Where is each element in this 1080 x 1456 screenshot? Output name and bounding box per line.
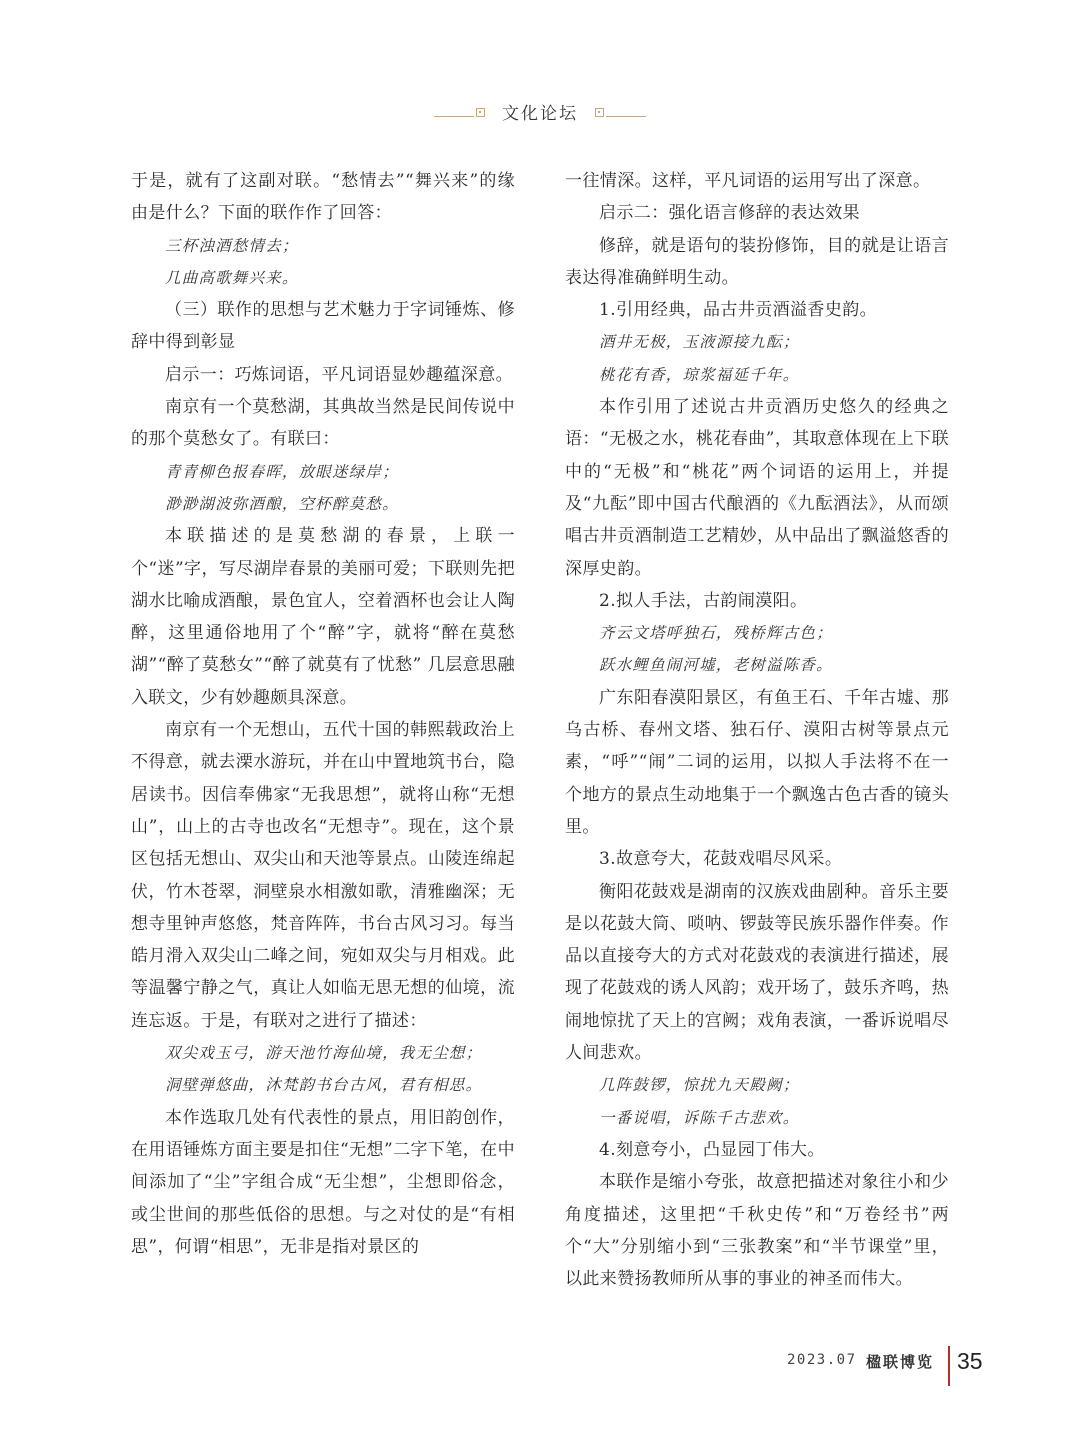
paragraph: 广东阳春漠阳景区，有鱼王石、千年古墟、那乌古桥、春州文塔、独石仔、漠阳古树等景点元素，“呼”“闹”二词的运用，以拟人手法将不在一个地方的景点生动地集于一个飘逸古色古香的镜头里。 bbox=[565, 687, 949, 837]
couplet-line: 一番说唱，诉陈千古悲欢。 bbox=[599, 1108, 800, 1127]
couplet-line: 几曲高歌舞兴来。 bbox=[165, 268, 299, 287]
couplet-line: 青青柳色报春晖，放眼迷绿岸； bbox=[165, 462, 399, 481]
section-title: 文化论坛 bbox=[502, 104, 578, 124]
couplet-line: 齐云文塔呼独石，残桥辉古色； bbox=[599, 624, 833, 643]
paragraph: 本联描述的是莫愁湖的春景，上联一个“迷”字，写尽湖岸春景的美丽可爱；下联则先把湖水比喻成酒酿，景色宜人，空着酒杯也会让人陶醉，这里通俗地用了个“醉”字，就将“醉在莫愁湖”“醉了莫愁女”“醉了就莫有了忧愁” 几层意思融入联文，少有妙趣颇具深意。 bbox=[131, 526, 515, 708]
couplet-line: 酒井无极，玉液源接九酝； bbox=[599, 333, 800, 352]
paragraph: 本作选取几处有代表性的景点，用旧韵创作，在用语锤炼方面主要是扣住“无想”二字下笔，在中间添加了“尘”字组合成“无尘想”，尘想即俗念，或尘世间的那些低俗的思想。与之对仗的是“有相思”，何谓“相思”，无非是指对景区的 bbox=[131, 1107, 515, 1257]
paragraph: 本作引用了述说古井贡酒历史悠久的经典之语：“无极之水，桃花春曲”，其取意体现在上下联中的“无极”和“桃花”两个词语的运用上，并提及“九酝”即中国古代酿酒的《九酝酒法》，从而颂唱古井贡酒制造工艺精妙，从中品出了飘溢悠香的深厚史韵。 bbox=[565, 397, 949, 579]
paragraph-continued: 于是，就有了这副对联。“愁情去”“舞兴来”的缘由是什么？下面的联作作了回答： bbox=[131, 171, 515, 224]
couplet-line: 双尖戏玉弓，游天池竹海仙境，我无尘想； bbox=[165, 1044, 483, 1063]
paragraph: 修辞，就是语句的装扮修饰，目的就是让语言表达得准确鲜明生动。 bbox=[565, 235, 949, 288]
issue-date: 2023.07 bbox=[787, 1352, 857, 1368]
paragraph: 南京有一个无想山，五代十国的韩熙载政治上不得意，就去溧水游玩，并在山中置地筑书台，隐居读书。因信奉佛家“无我思想”，就将山称“无想山”，山上的古寺也改名“无想寺”。现在，这个景区包括无想山、双尖山和天池等景点。山陵连绵起伏，竹木苍翠，洞壁泉水相激如歌，清雅幽深；无想寺里钟声悠悠，梵音阵阵，书台古风习习。每当皓月滑入双尖山二峰之间，宛如双尖与月相戏。此等温馨宁静之气，真让人如临无思无想的仙境，流连忘返。于是，有联对之进行了描述： bbox=[131, 720, 515, 1031]
paragraph: 4.刻意夸小，凸显园丁伟大。 bbox=[599, 1139, 825, 1160]
header-rule-right bbox=[606, 116, 646, 117]
couplet-line: 跃水鲤鱼闹河墟，老树溢陈香。 bbox=[599, 656, 833, 675]
couplet-line: 桃花有香，琼浆福延千年。 bbox=[599, 365, 800, 384]
couplet-line: 渺渺湖波弥酒酿，空杯醉莫愁。 bbox=[165, 494, 399, 513]
paragraph: 启示二：强化语言修辞的表达效果 bbox=[599, 203, 860, 224]
paragraph: 1.引用经典，品古井贡酒溢香史韵。 bbox=[599, 300, 878, 321]
footer-divider bbox=[948, 1346, 950, 1386]
paragraph: 衡阳花鼓戏是湖南的汉族戏曲剧种。音乐主要是以花鼓大筒、唢呐、锣鼓等民族乐器作伴奏。作品以直接夸大的方式对花鼓戏的表演进行描述，展现了花鼓戏的诱人风韵；戏开场了，鼓乐齐鸣，热闹地惊扰了天上的宫阙；戏角表演，一番诉说唱尽人间悲欢。 bbox=[565, 881, 949, 1064]
couplet-line: 几阵鼓锣，惊扰九天殿阙； bbox=[599, 1076, 800, 1095]
paragraph: 3.故意夸大，花鼓戏唱尽风采。 bbox=[599, 849, 843, 870]
paragraph: 本联作是缩小夸张，故意把描述对象往小和少角度描述，这里把“千秋史传”和“万卷经书”两个“大”分别缩小到“三张教案”和“半节课堂”里，以此来赞扬教师所从事的事业的神圣而伟大。 bbox=[565, 1172, 949, 1290]
page-number: 35 bbox=[957, 1348, 983, 1374]
paragraph: 启示一：巧炼词语，平凡词语显妙趣蕴深意。 bbox=[165, 364, 513, 385]
right-column bbox=[565, 165, 949, 1295]
couplet-line: 三杯浊酒愁情去； bbox=[165, 236, 299, 255]
paragraph: 2.拟人手法，古韵闹漠阳。 bbox=[599, 590, 808, 611]
paragraph: （三）联作的思想与艺术魅力于字词锤炼、修辞中得到彰显 bbox=[131, 300, 515, 353]
page-footer bbox=[0, 1346, 1080, 1386]
header-ornament-left-icon bbox=[476, 108, 485, 117]
paragraph-continued: 一往情深。这样，平凡词语的运用写出了深意。 bbox=[565, 171, 931, 191]
header-ornament-right-icon bbox=[595, 108, 604, 117]
page-header bbox=[0, 96, 1080, 128]
left-column bbox=[131, 165, 515, 1263]
couplet-line: 洞壁弹悠曲，沐梵韵书台古风，君有相思。 bbox=[165, 1076, 483, 1095]
header-rule-left bbox=[434, 116, 474, 117]
paragraph: 南京有一个莫愁湖，其典故当然是民间传说中的那个莫愁女了。有联曰： bbox=[131, 397, 515, 450]
magazine-name: 楹联博览 bbox=[866, 1353, 935, 1371]
